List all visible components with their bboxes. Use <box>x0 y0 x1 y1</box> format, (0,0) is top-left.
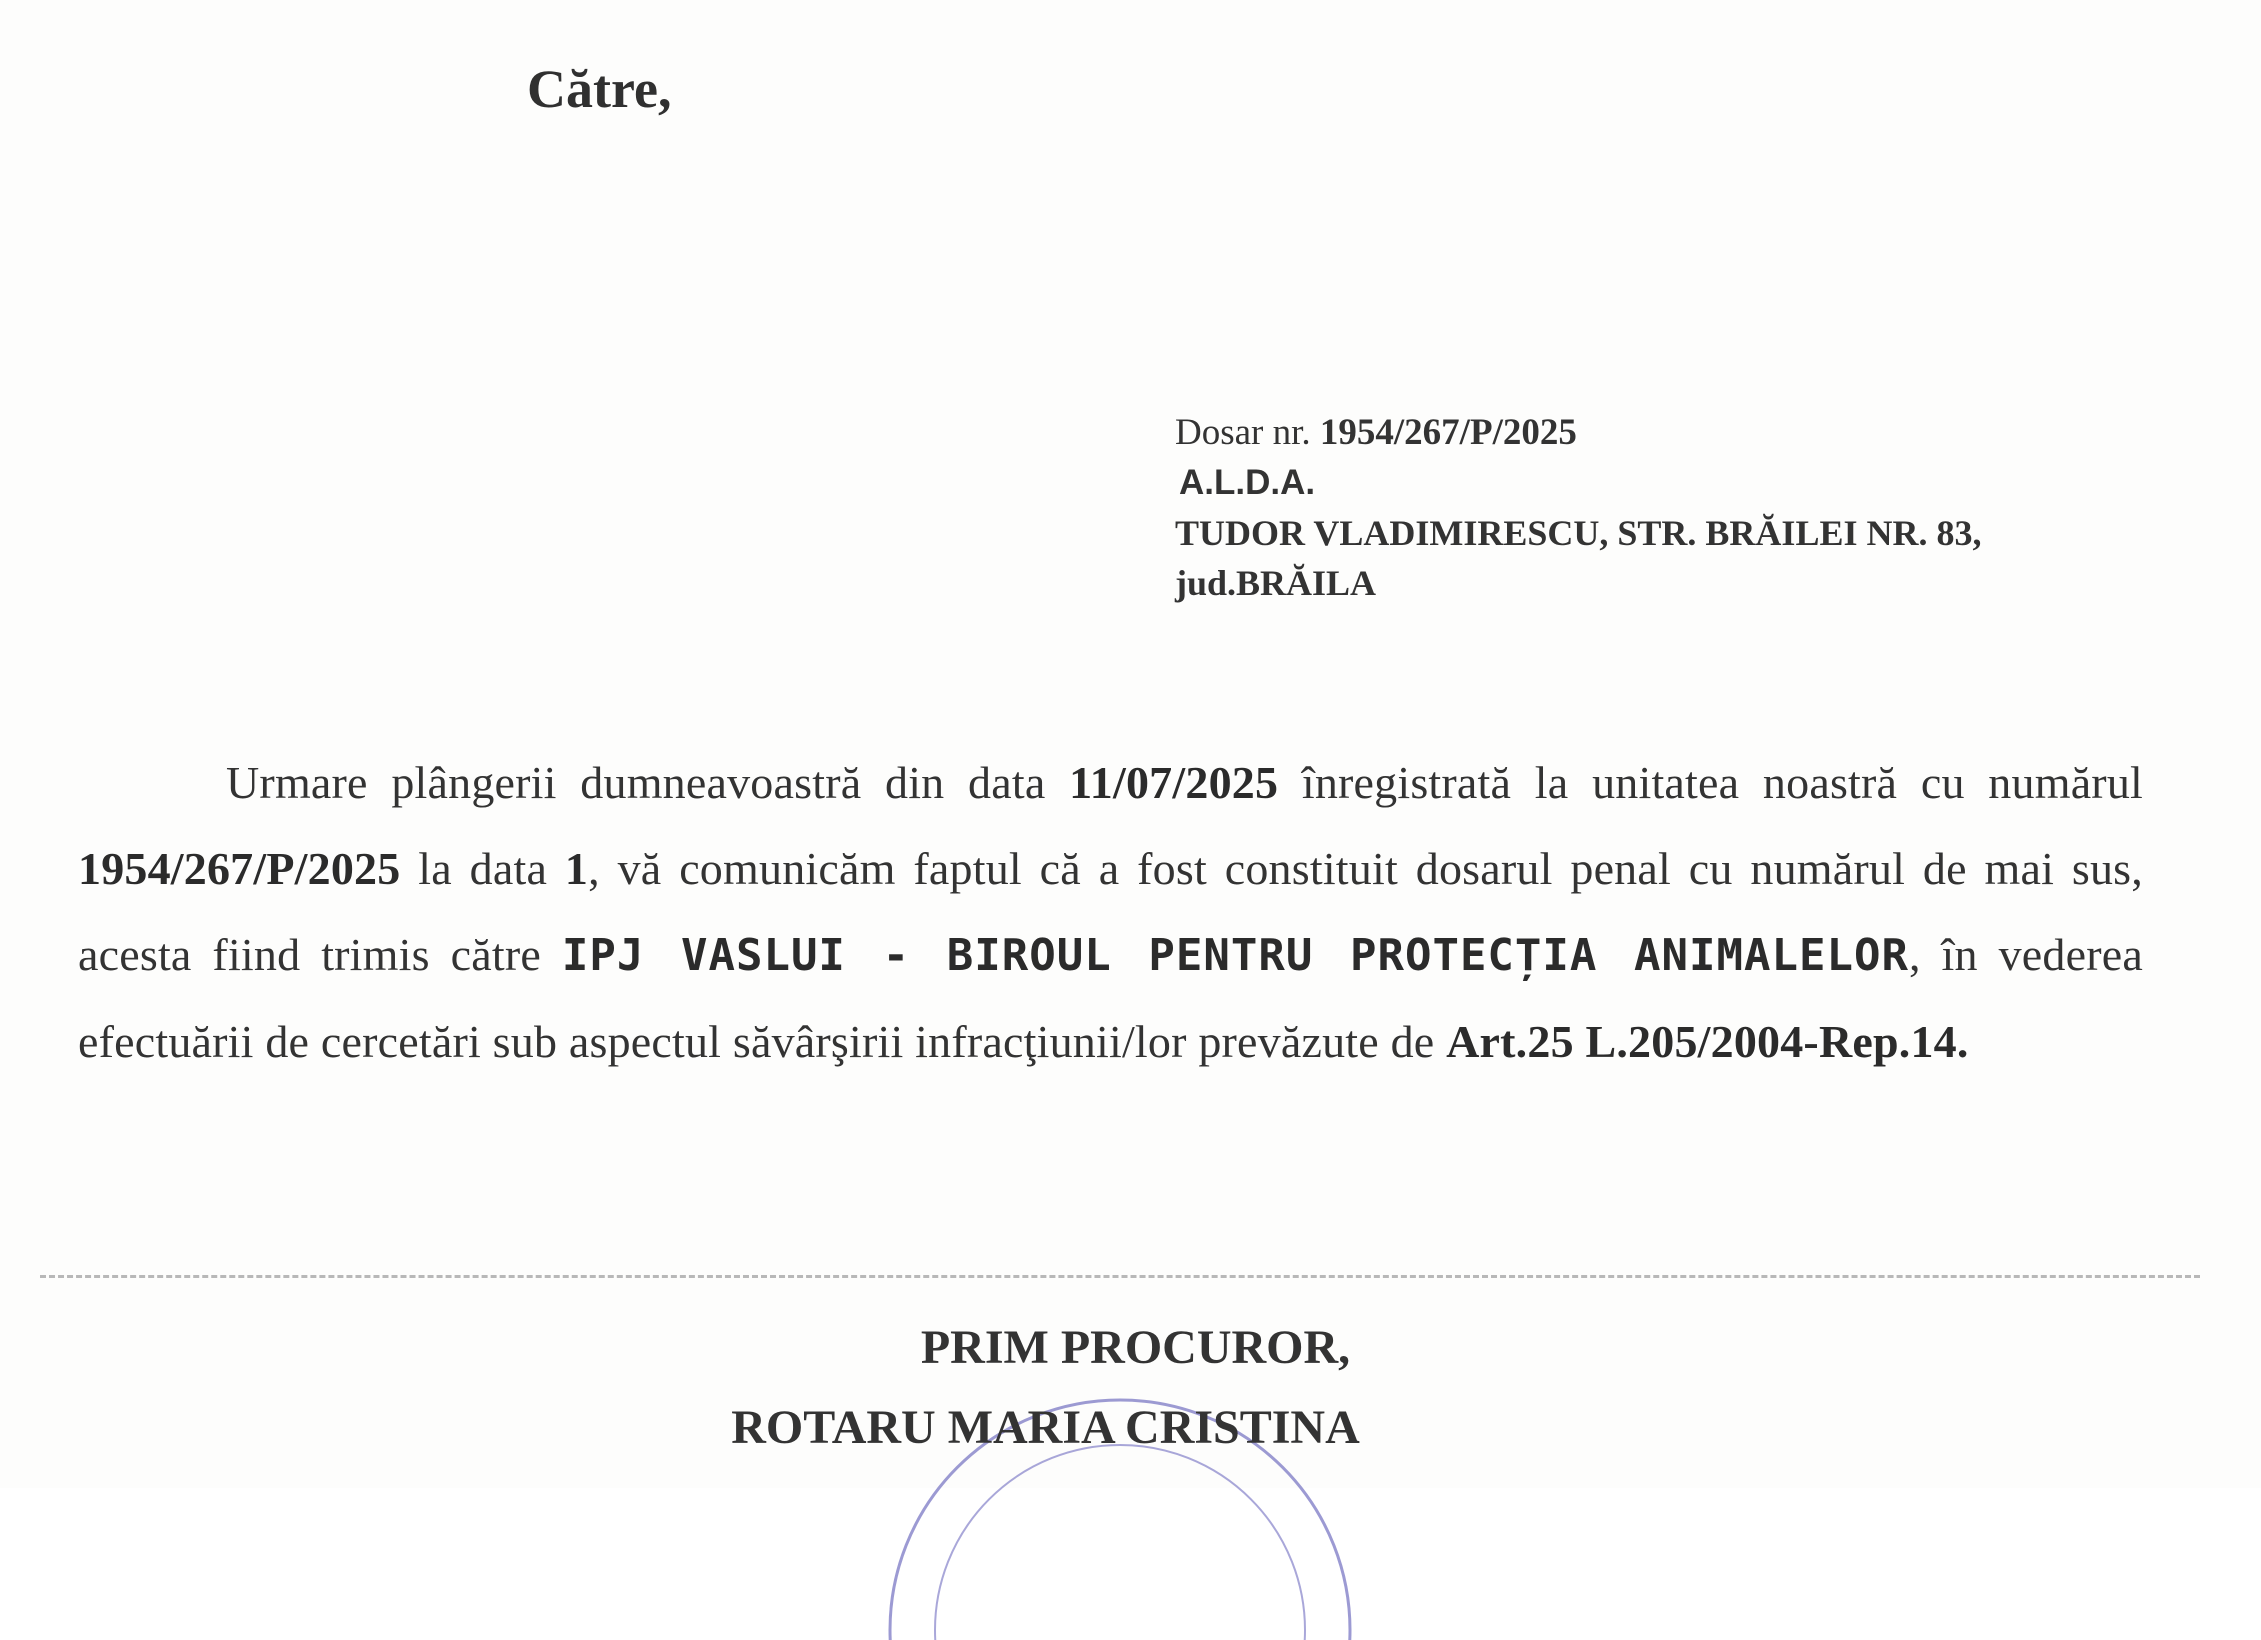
registration-number: 1954/267/P/2025 <box>78 843 401 894</box>
signatory-title: PRIM PROCUROR, <box>920 1321 1351 1374</box>
case-file-label: Dosar nr. <box>1175 412 1311 453</box>
law-reference: Art.25 L.205/2004-Rep.14. <box>1446 1016 1969 1067</box>
recipient-name: A.L.D.A. <box>1179 463 1316 502</box>
case-file-line <box>1175 408 2215 458</box>
body-text-2: înregistrată la unitatea noastră cu numărul <box>1278 757 2144 808</box>
body-text-3: la data <box>400 843 565 894</box>
complaint-date: 11/07/2025 <box>1069 757 1279 808</box>
address-block <box>1175 408 2215 608</box>
body-text-4: , vă comunicăm faptul că a fost constituit dosarul penal cu numărul de mai sus, acesta fiind trimis către <box>78 843 2143 980</box>
registration-date-value: 1 <box>564 843 589 894</box>
signature-block <box>0 1318 2261 1458</box>
signatory-name: ROTARU MARIA CRISTINA <box>731 1401 1360 1454</box>
body-text-5: , în vederea efectuării de cercetări sub aspectul săvârşirii infracţiunii/lor prevăzute de <box>78 929 2143 1067</box>
recipient-street: TUDOR VLADIMIRESCU, STR. BRĂILEI NR. 83, <box>1175 513 1982 553</box>
case-file-number: 1954/267/P/2025 <box>1319 412 1577 453</box>
destination-unit: IPJ VASLUI - BIROUL PENTRU PROTECȚIA ANIMALELOR <box>561 930 1909 981</box>
page-divider <box>40 1275 2200 1278</box>
body-text-1: Urmare plângerii dumneavoastră din data <box>226 757 1070 808</box>
letter-greeting: Către, <box>527 59 672 119</box>
letter-body <box>78 740 2143 1085</box>
recipient-county: jud.BRĂILA <box>1175 563 1377 603</box>
